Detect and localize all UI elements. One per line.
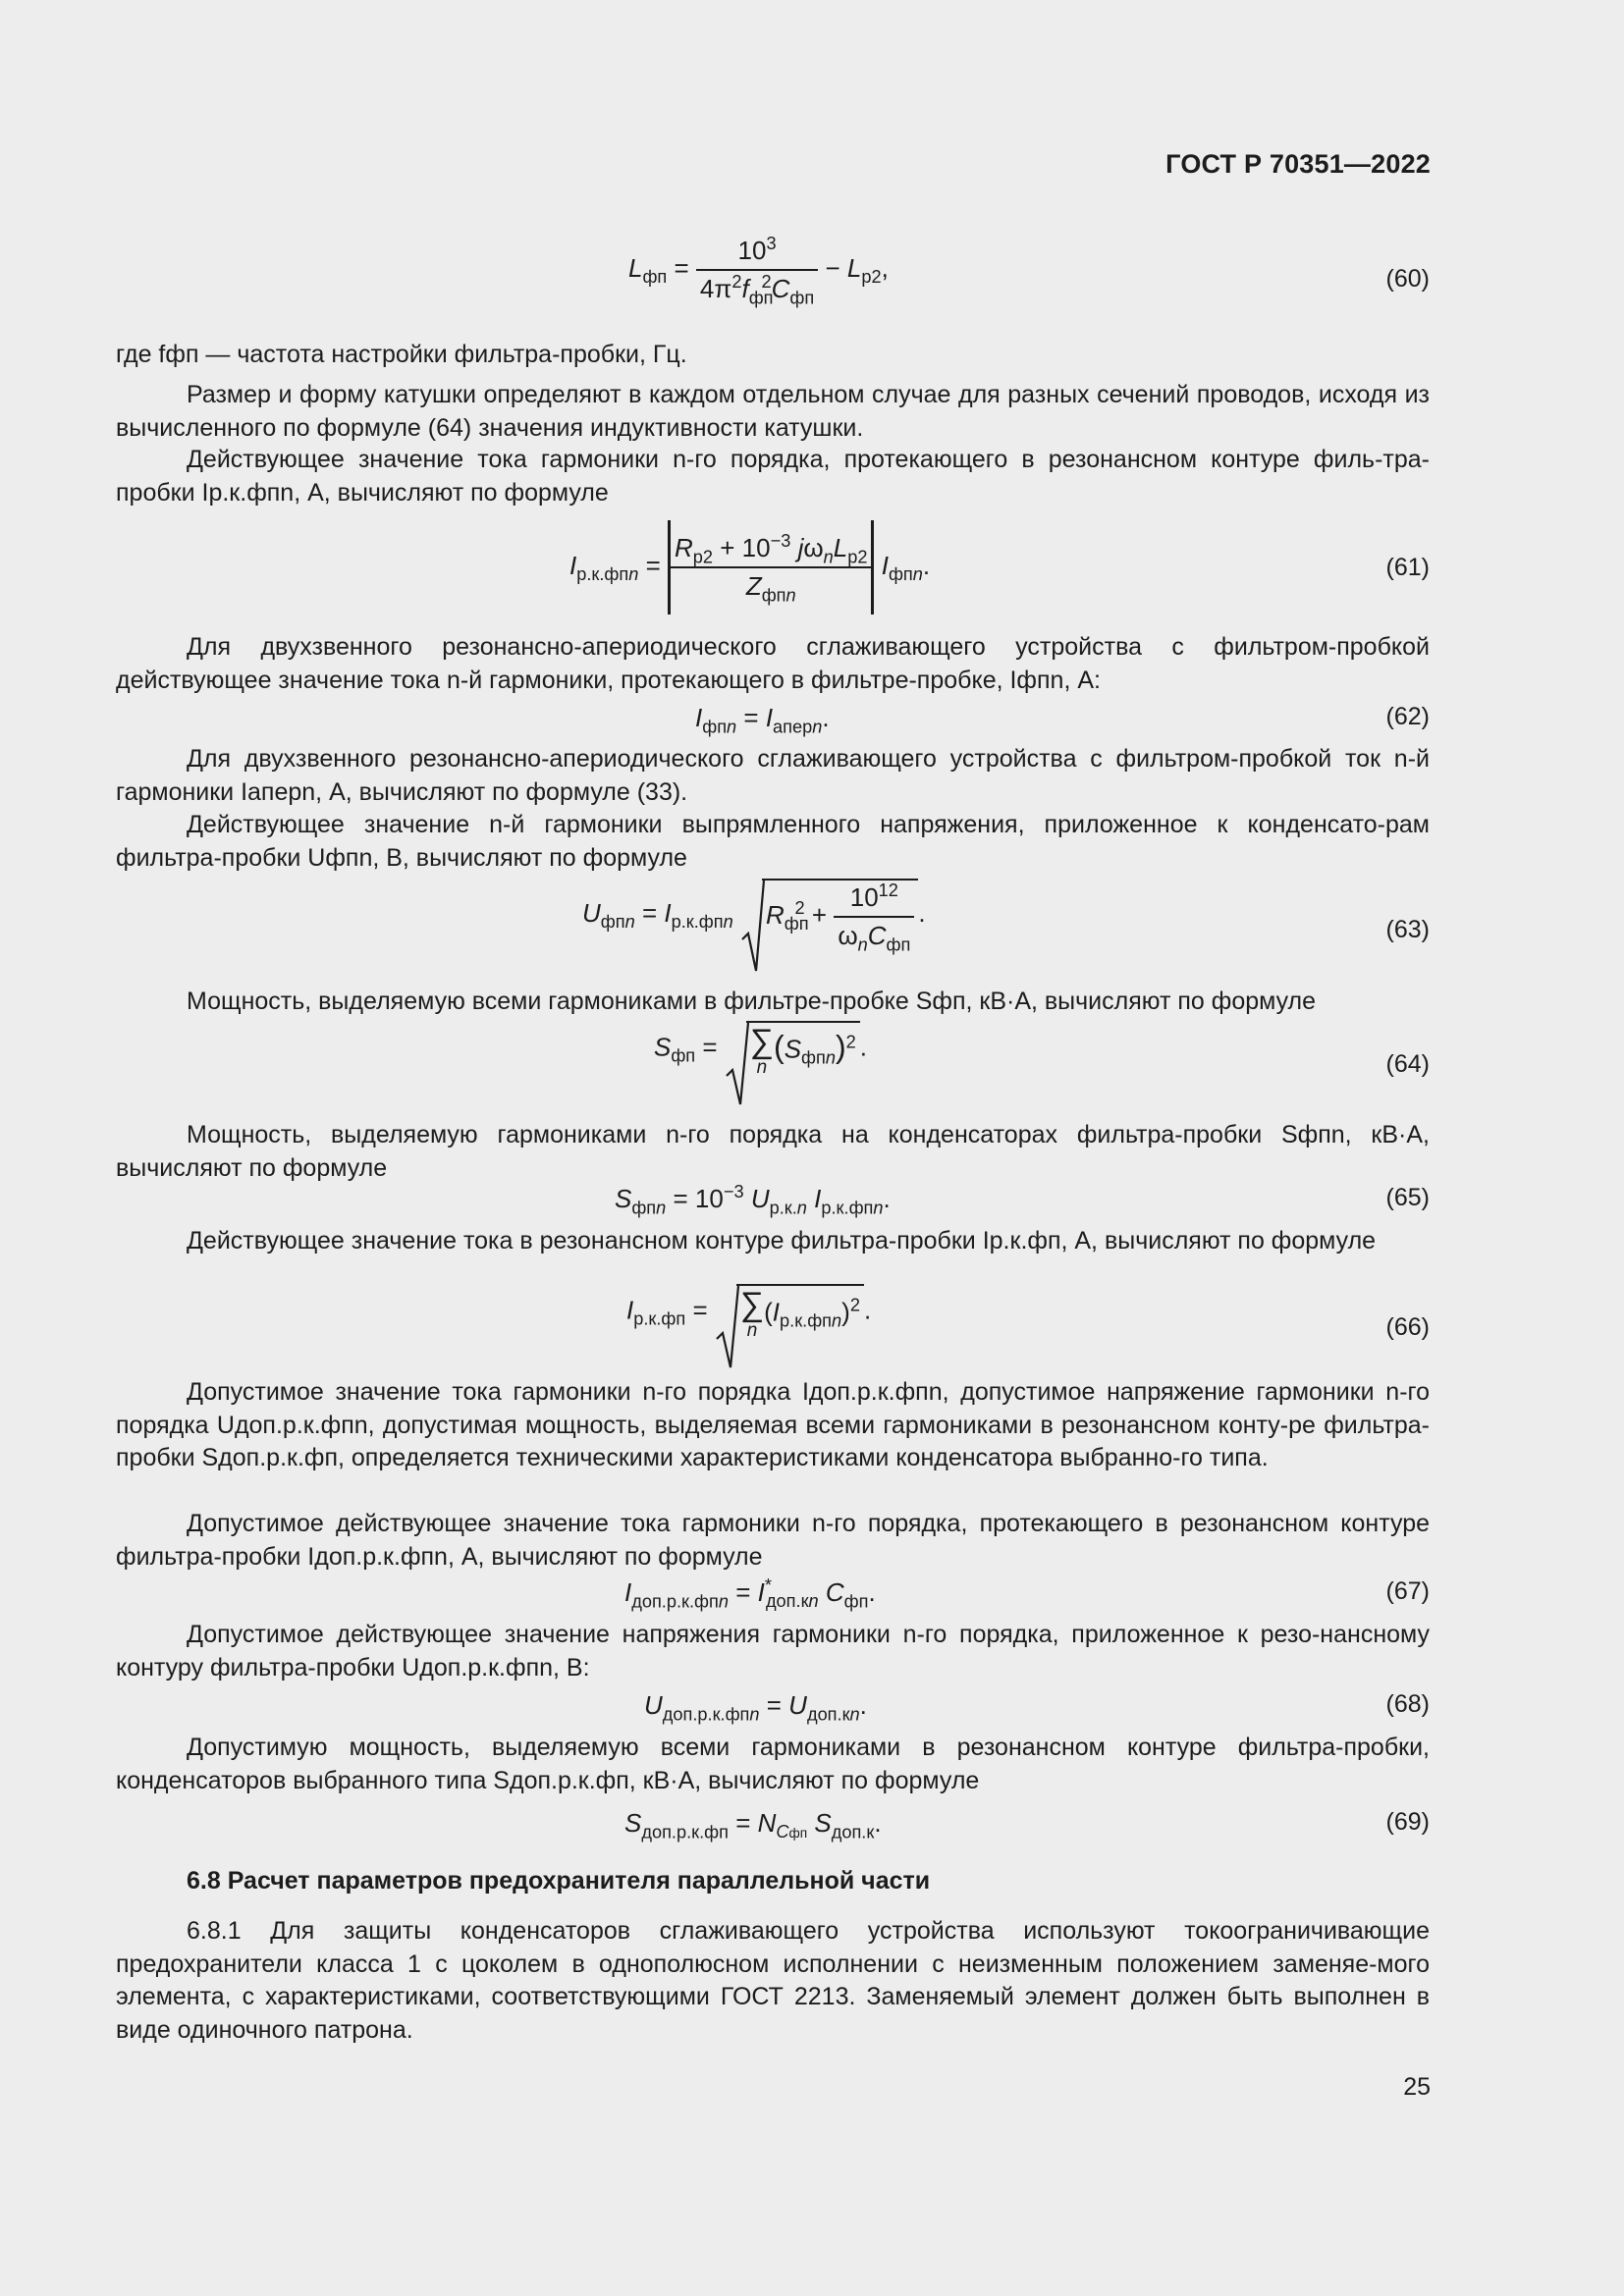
equation-65: $S_{фпn} = 10^{-3}$ $U_{р.к.n}$ $I_{р.к.фпn}$. (65) <box>615 1182 1430 1218</box>
equation-63: $U_{фпn} = I_{р.к.фпn}$ $R_{фп}^2$ + $\frac{10^{12}}{\omega_nC_{фп}}$ . (63) <box>116 877 1430 975</box>
sqrt-sign: ∑ n $(I_{р.к.фпn})^2$ <box>715 1284 864 1340</box>
paragraph: где fфп — частота настройки фильтра-пробки, Гц. <box>116 341 687 368</box>
paragraph: Для двухзвенного резонансно-апериодического сглаживающего устройства с фильтром-пробкой действующее значение тока n-й гармоники, протекающего в фильтре-пробке, Iфпn, А: <box>116 633 1430 694</box>
equation-number: (68) <box>1385 1690 1430 1718</box>
sqrt-sign: $R_{фп}^2$ + $\frac{10^{12}}{\omega_nC_{фп}}$ <box>740 879 918 951</box>
paragraph: Размер и форму катушки определяют в каждом отдельном случае для разных сечений проводов, исходя из вычисленного по формуле (64) значения индуктивности катушки. <box>116 381 1430 442</box>
paragraph: Допустимое значение тока гармоники n-го порядка Iдоп.р.к.фпn, допустимое напряжение гармоники n-го порядка Uдоп.р.к.фпn, допустимая мощность, выделяемая всеми гармониками в резонансном конту-ре фильтра-пробки Sдоп.р.к.фп, определяется техническими характеристиками конденсатора выбранно-го типа. <box>116 1378 1430 1471</box>
equation-number: (62) <box>1385 703 1430 730</box>
equation-67: $I_{доп.р.к.фпn} = I^*_{доп.кn}$ $C_{фп}$. (67) <box>624 1575 1430 1612</box>
paragraph: Для двухзвенного резонансно-апериодического сглаживающего устройства с фильтром-пробкой ток n-й гармоники Iаперn, А, вычисляют по формуле (33). <box>116 745 1430 806</box>
equation-number: (61) <box>1385 554 1430 581</box>
equation-number: (66) <box>1385 1313 1430 1341</box>
equation-number: (67) <box>1385 1577 1430 1605</box>
page-number: 25 <box>1403 2073 1431 2101</box>
paragraph: Допустимое действующее значение тока гармоники n-го порядка, протекающего в резонансном контуре фильтра-пробки Iдоп.р.к.фпn, А, вычисляют по формуле <box>116 1510 1430 1571</box>
equation-64: $S_{фп}$ = ∑ n $(S_{фпn})^2$ . (64) <box>116 1021 1430 1109</box>
paragraph: Мощность, выделяемую гармониками n-го порядка на конденсаторах фильтра-пробки Sфпn, кВ·А, вычисляют по формуле <box>116 1121 1430 1182</box>
equation-66: $I_{р.к.фп}$ = ∑ n $(I_{р.к.фпn})^2$ . (66) <box>116 1284 1430 1372</box>
paragraph: Действующее значение тока гармоники n-го порядка, протекающего в резонансном контуре филь-тра-пробки Iр.к.фпn, А, вычисляют по формуле <box>116 446 1430 507</box>
section-heading: 6.8 Расчет параметров предохранителя параллельной части <box>187 1867 931 1895</box>
paragraph: Действующее значение тока в резонансном контуре фильтра-пробки Iр.к.фп, А, вычисляют по формуле <box>187 1227 1377 1255</box>
equation-61: $I_{р.к.фпn}$ = $\frac{R_{р2} + 10^{-3} j\omega_nL_{р2}}{Z_{фпn}}$ $I_{фпn}$. (61) <box>116 518 1430 616</box>
equation-69: $S_{доп.р.к.фп} = N_{Cфп}$ $S_{доп.к}$. (69) <box>624 1808 1430 1842</box>
paragraph: Действующее значение n-й гармоники выпрямленного напряжения, приложенное к конденсато-рам фильтра-пробки Uфпn, В, вычисляют по формуле <box>116 811 1430 872</box>
paragraph: Мощность, выделяемую всеми гармониками в фильтре-пробке Sфп, кВ·А, вычисляют по формуле <box>187 988 1317 1015</box>
sqrt-sign: ∑ n $(S_{фпn})^2$ <box>725 1021 860 1077</box>
paragraph: 6.8.1 Для защиты конденсаторов сглаживающего устройства используют токоограничивающие предохранители класса 1 с цоколем в однополюсном исполнении с неизменным положением заменяе-мого элемента, с характеристиками, соответствующими ГОСТ 2213. Заменяемый элемент должен быть выполнен в виде одиночного патрона. <box>116 1917 1430 2044</box>
paragraph: Допустимое действующее значение напряжения гармоники n-го порядка, приложенное к резо-нансному контуру фильтра-пробки Uдоп.р.к.фпn, В: <box>116 1621 1430 1682</box>
paragraph: Допустимую мощность, выделяемую всеми гармониками в резонансном контуре фильтра-пробки, конденсаторов выбранного типа Sдоп.р.к.фп, кВ·А, вычисляют по формуле <box>116 1734 1430 1794</box>
equation-68: $U_{доп.р.к.фпn} = U_{доп.кn}$. (68) <box>644 1690 1430 1725</box>
equation-number: (63) <box>1385 916 1430 943</box>
equation-number: (69) <box>1385 1808 1430 1836</box>
document-header: ГОСТ Р 70351—2022 <box>1165 149 1431 179</box>
equation-62: $I_{фпn} = I_{аперn}$. (62) <box>695 703 1430 737</box>
equation-number: (65) <box>1385 1184 1430 1211</box>
equation-number: (64) <box>1385 1050 1430 1078</box>
equation-60: $L_{фп}$ = $\frac{10^3}{4\pi^2f_{фп}^2C_{фп}}$ − $L_{р2}$, (60) <box>628 234 1430 308</box>
equation-number: (60) <box>1385 265 1430 293</box>
